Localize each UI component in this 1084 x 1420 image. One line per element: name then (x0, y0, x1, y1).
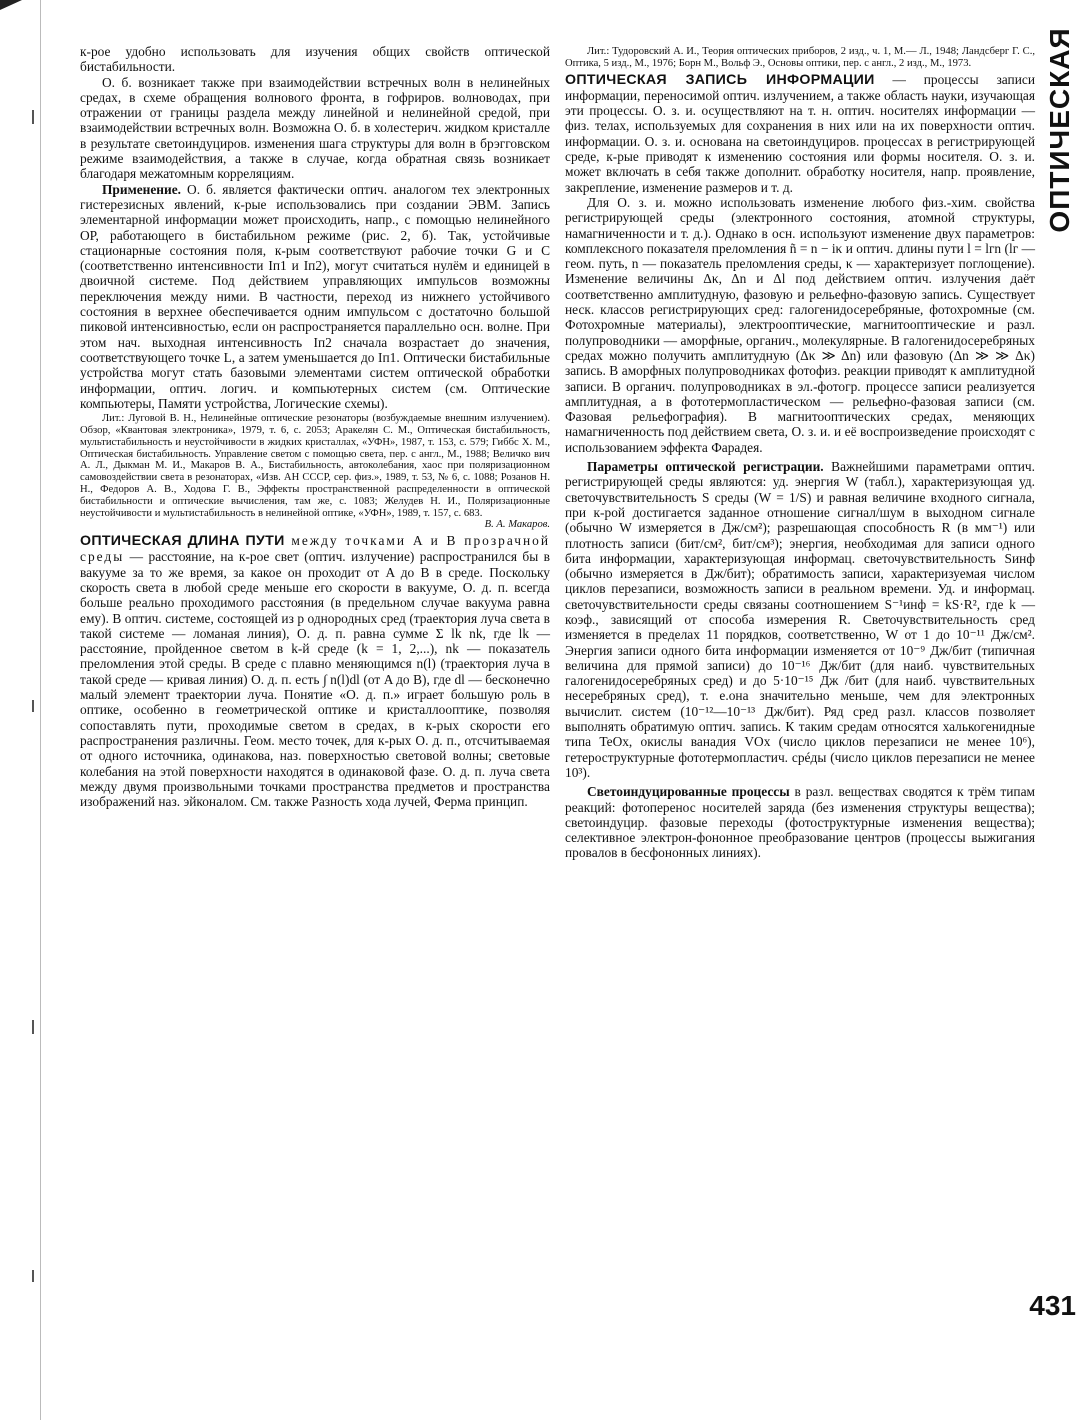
entry-title: ОПТИЧЕСКАЯ ДЛИНА ПУТИ (80, 533, 285, 550)
page-number: 431 (1029, 1290, 1076, 1321)
paragraph-text: в разл. веществах сводятся к трём типам реакций: фотоперенос носителей заряда (без изменения структуры вещества); светоиндуцир. фазовые переходы (фотоструктурные изменения вещества); селективное электрон-фононное преобразование центров (процессы выжигания провалов в бесфононных линиях). (565, 784, 1035, 861)
paragraph-text: О. б. является фактически оптич. аналогом тех электронных гистерезисных явлений, к-рые использовались при создании ЭВМ. Запись элементарной информации может происходить, напр., с помощью нелинейного ОР, работающего в бистабильном режиме (рис. 2, б). Так, устойчивые стационарные состояния поля, к-рым соответствуют рабочие точки G и C (соответственно интенсивности Iп1 и Iп2), могут считаться нулём и единицей в двоичной системе. Под действием управляющих импульсов возможны переключения между ними. В частности, переход из нижнего устойчивого состояния в верхнее обеспечивается одним импульсом с достаточно большой пиковой интенсивностью, если он распространяется параллельно осн. волне. При этом нач. выходная интенсивность Iп2 сначала возрастает до значения, соответствующего точке L, а затем уменьшается до Iп1. Оптически бистабильные устройства могут стать базовыми элементами систем оптической обработки информации, оптич. логич. и компьютерных систем (см. Оптические компьютеры, Памяти устройства, Логические схемы). (80, 181, 550, 411)
right-column (565, 44, 1035, 861)
margin-mark (32, 110, 34, 124)
paragraph (80, 182, 550, 411)
paragraph-heading: Применение. (102, 181, 182, 197)
margin-mark (32, 1270, 34, 1282)
binding-line (40, 0, 41, 1420)
entry-paragraph (565, 72, 1035, 195)
paragraph-heading: Параметры оптической регистрации. (587, 459, 824, 475)
literature-text: Лит.: Луговой В. Н., Нелинейные оптические резонаторы (возбуждаемые внешним излучением). Обзор, «Квантовая электроника», 1979, т. 6, с. 2053; Аракелян С. М., Оптическая бистабильность, мультистабильность и неустойчивости в жидких кристаллах, «УФН», 1987, т. 153, с. 579; Гиббс Х. М., Оптическая бистабильность. Управление светом с помощью света, пер. с англ., М., 1988; Величко вич А. Л., Дыкман М. И., Макаров В. А., Бистабильность, автоколебания, хаос при поляризационном самовоздействии света в резонаторах, «Изв. АН СССР, сер. физ.», 1989, т. 53, № 6, с. 1088; Розанов Н. Н., Федоров А. В., Ходова Г. В., Эффекты пространственной распределенности в оптической бистабильности и оптические вычисления, там же, с. 1083; Желудев Н. И., Поляризационные неустойчивости и мультистабильность в нелинейной оптике, «УФН», 1989, т. 157, с. 683. (80, 413, 550, 519)
literature-block (80, 413, 550, 531)
running-head (1040, 27, 1080, 233)
paragraph: Для О. з. и. можно использовать изменение любого физ.-хим. свойства регистрирующей среды (электронного состояния, атомной структуры, намагниченности и т. д.). Однако в осн. используют изменение двух параметров: комплексного показателя преломления ñ = n − iκ и оптич. длины пути l = lгn (lг — геом. путь, n — показатель преломления среды, κ — характеризует поглощение). Изменение величины Δκ, Δn и Δl под действием оптич. излучения даёт соответственно амплитудную, фазовую и рельефно-фазовую запись. Существует неск. классов регистрирующих сред: галогенидосеребряные, фотохромные (см. Фотохромные материалы), электрооптические, магнитооптические и разл. полупроводники — аморфные, органич., молекулярные. В галогенидосеребряных средах можно получить амплитудную (Δκ ≫ Δn) или фазовую (Δn ≫ ≫ Δκ) запись. В аморфных полупроводниках фотофиз. реакции приводят к амплитудной записи. В органич. полупроводниках в эл.-фотогр. процессе записи реализуется амплитудная, а в фототермопластическом — рельефно-фазовая записи (см. Фазовая рельефография). В магнитооптических средах, меняющих намагниченность под действием света, О. з. и. и её воспроизведение происходят с использованием эффекта Фарадея. (565, 194, 1035, 455)
entry-title-continuation: между точками A и B прозрачной среды (80, 533, 550, 565)
paragraph: к-рое удобно использовать для изучения общих свойств оптической бистабильности. (80, 44, 550, 75)
left-column (80, 44, 550, 809)
entry-paragraph (80, 533, 550, 809)
paragraph-text: — процессы записи информации, переносимой оптич. излучением, а также область науки, изучающая эти процессы. О. з. и. осуществляют на т. н. оптич. носителях информации — физ. телах, используемых для сохранения в них или на их поверхности оптич. информации. О. з. и. основана на светоиндуциров. процессах в регистрирующей среде, к-рые приводят к изменению состояния или формы носителя. О. з. и. может включать в себя также дополнит. обработку носителя, напр. проявление, закрепление, изменение размеров и т. д. (565, 71, 1035, 195)
margin-mark (32, 1020, 34, 1034)
corner-mark (0, 0, 22, 10)
paragraph-text: — расстояние, на к-рое свет (оптич. излучение) распространился бы в вакууме за то же время, за какое он проходит от A до B в среде. Поскольку скорость света в любой среде меньше его скорости в вакууме, О. д. п. всегда больше реально проходимого расстояния (в предельном случае вакуума равна ему). В оптич. системе, состоящей из p однородных сред (траектория луча света в такой системе — ломаная линия), О. д. п. равна сумме Σ lk nk, где lk — расстояние, пройденное светом в k-й среде (k = 1, 2,...), nk — показатель преломления этой среды. В среде с плавно меняющимся n(l) (траектория луча в такой среде — кривая линия) О. д. п. есть ∫ n(l)dl (от A до B), где dl — бесконечно малый элемент траектории луча. Понятие «О. д. п.» играет большую роль в оптике, особенно в геометрической оптике и кристаллооптике, позволяя сопоставлять пути, проходимые светом в средах, в к-рых скорости его распространения различны. Геом. место точек, для к-рых О. д. п., отсчитываемая от одного источника, одинакова, наз. поверхностью световой волны; световые колебания на этой поверхности находятся в одинаковой фазе. О. д. п. луча света между двумя произвольными точками пространства предметов и пространства изображений наз. эйконалом. См. также Разность хода лучей, Ферма принцип. (80, 549, 550, 810)
paragraph-text: Важнейшими параметрами оптич. регистрирующей среды являются: уд. энергия W (табл.), характеризующая уд. светочувствительность S среды (W = 1/S) и равная величине входного сигнала, при к-рой достигается заданное отношение сигнал/шум в выходном сигнале (обычно W измеряется в Дж/см²); разрешающая способность R (в мм⁻¹) или плотность записи (бит/см², бит/см³); энергия, необходимая для записи одного бита информации, характеризующая информац. светочувствительность Sинф (обычно измеряется в Дж/бит); обратимость записи, характеризуемая числом циклов перезаписи, возможность записи в реальном времени. Уд. и информац. светочувствительности среды связаны соотношением S⁻¹инф = kS·R², где k — коэф., зависящий от способа измерения R. Светочувствительность сред изменяется в пределах 11 порядков, соответственно, W от 1 до 10⁻¹¹ Дж/см². Энергия записи одного бита информации изменяется от 10⁻⁹ Дж/бит (типичная величина для прямой записи) до 10⁻¹⁶ Дж/бит (для наиб. чувствительных галогенидосеребряных сред) и до 5·10⁻¹⁵ Дж /бит (для наиб. чувствительных несеребряных сред), т. е.она значительно меньше, чем для электронных вычислит. систем (10⁻¹²—10⁻¹³ Дж/бит). Ряд сред разл. классов позволяет выполнять обратимую оптич. запись. К таким средам относятся халькогенидные типа TeOx, окислы ванадия VOx (число циклов перезаписи не менее 10⁶), гетероструктурные фототермопластич. срéды (число циклов перезаписи не менее 10³). (565, 459, 1036, 780)
running-head-text: ОПТИЧЕСКАЯ (1044, 27, 1075, 233)
literature-block: Лит.: Тудоровский А. И., Теория оптических приборов, 2 изд., ч. 1, М.— Л., 1948; Ландсберг Г. С., Оптика, 5 изд., М., 1976; Борн М., Вольф Э., Основы оптики, пер. с англ., 2 изд., М., 1973. (565, 46, 1035, 69)
paragraph (565, 459, 1035, 780)
paragraph: О. б. возникает также при взаимодействии встречных волн в нелинейных средах, в схеме обращения волнового фронта, в гофриров. волноводах, при отражении от границы раздела между линейной и нелинейной средой, при взаимодействии встречных волн. Возможна О. б. в холестерич. жидком кристалле в результате светоиндуциров. изменения шага структуры для волн в брэгговском режиме взаимодействия, а также в случае, когда обратная связь возникает благодаря межатомным корреляциям. (80, 74, 550, 182)
author-signature: В. А. Макаров. (484, 519, 550, 531)
margin-mark (32, 700, 34, 712)
entry-title: ОПТИЧЕСКАЯ ЗАПИСЬ ИНФОРМАЦИИ (565, 71, 875, 88)
paragraph (565, 784, 1035, 860)
paragraph-heading: Светоиндуцированные процессы (587, 784, 790, 800)
